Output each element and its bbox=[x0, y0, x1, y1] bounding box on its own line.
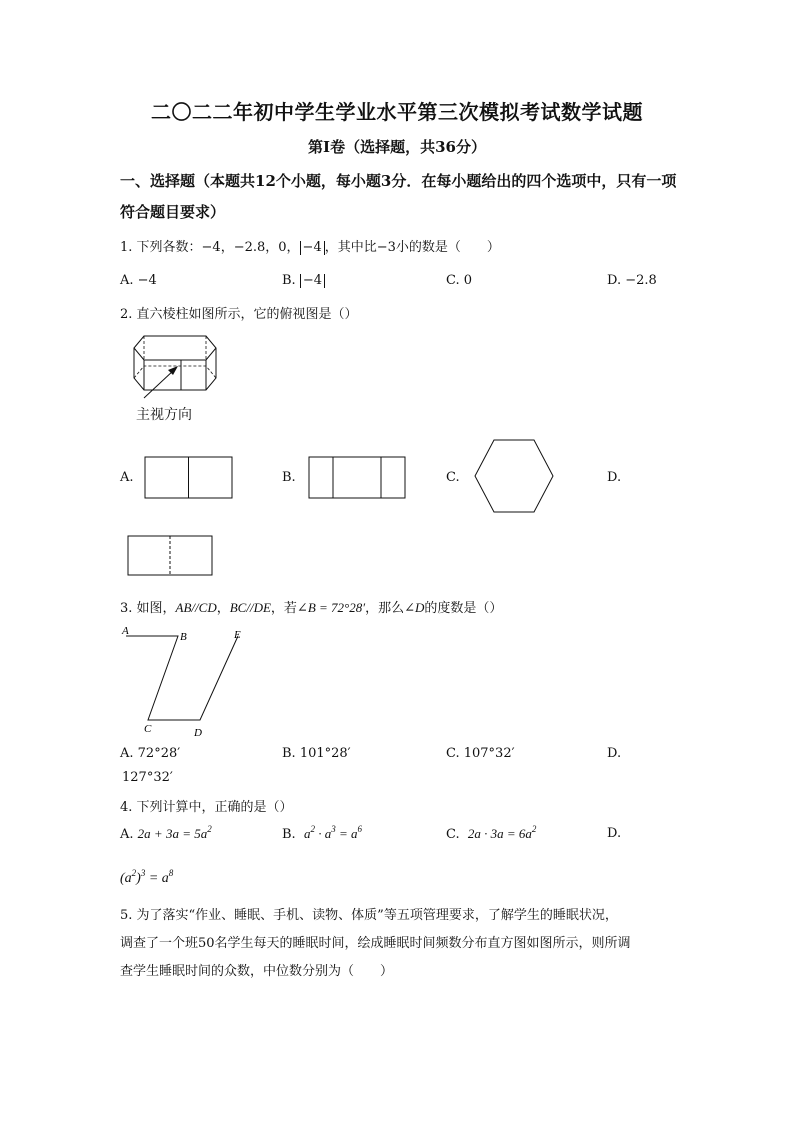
q2-option-c[interactable]: C. bbox=[446, 470, 460, 485]
q2-option-c-hexagon bbox=[472, 438, 556, 514]
q2-option-d[interactable]: D. bbox=[607, 470, 622, 485]
view-direction-arrow bbox=[140, 362, 190, 402]
point-e-label: E bbox=[234, 629, 241, 641]
section-heading: 一、选择题（本题共12个小题，每小题3分．在每小题给出的四个选项中，只有一项符合题目要求） bbox=[120, 172, 677, 221]
point-d-label: D bbox=[194, 727, 202, 739]
view-direction-caption: 主视方向 bbox=[136, 407, 192, 423]
question-5-line-2: 调查了一个班50名学生每天的睡眠时间，绘成睡眠时间频数分布直方图如图所示，则所调 bbox=[120, 936, 631, 951]
q4-option-d-expression: $(a^2)^3 = a^8$ bbox=[120, 868, 174, 886]
question-3-stem: 3. 如图，AB//CD，BC//DE，若∠B = 72°28′，那么∠D的度数是（） bbox=[120, 600, 503, 616]
q3-option-d-value: 127°32′ bbox=[122, 770, 173, 785]
q4-option-a[interactable]: A. $2a + 3a = 5a^2$ bbox=[120, 824, 212, 842]
q4-option-b[interactable]: B. $a^2 \cdot a^3 = a^6$ bbox=[282, 824, 362, 842]
q3-option-c[interactable]: C. 107°32′ bbox=[446, 746, 515, 761]
exam-title: 二〇二二年初中学生学业水平第三次模拟考试数学试题 bbox=[151, 100, 643, 124]
question-5-line-3: 查学生睡眠时间的众数，中位数分别为（ ） bbox=[120, 964, 394, 979]
point-a-label: A bbox=[122, 625, 129, 637]
q1-option-a[interactable]: A. −4 bbox=[120, 273, 157, 288]
point-c-label: C bbox=[144, 723, 152, 735]
question-5-line-1: 5. 为了落实“作业、睡眠、手机、读物、体质”等五项管理要求，了解学生的睡眠状况， bbox=[120, 908, 618, 923]
q3-option-b[interactable]: B. 101°28′ bbox=[282, 746, 351, 761]
point-b-label: B bbox=[180, 631, 187, 643]
abs-value: −4 bbox=[300, 241, 325, 255]
q1-option-c[interactable]: C. 0 bbox=[446, 273, 473, 288]
parallel-lines-figure bbox=[118, 620, 258, 742]
q2-option-b[interactable]: B. bbox=[282, 470, 296, 485]
q3-option-a[interactable]: A. 72°28′ bbox=[120, 746, 181, 761]
q1-option-d[interactable]: D. −2.8 bbox=[607, 273, 657, 288]
abs-value: −4 bbox=[300, 274, 325, 288]
q1-option-b[interactable]: B. −4 bbox=[282, 273, 325, 288]
question-4-stem: 4. 下列计算中，正确的是（） bbox=[120, 800, 293, 815]
question-2-stem: 2. 直六棱柱如图所示，它的俯视图是（） bbox=[120, 307, 358, 322]
q2-option-d-figure bbox=[127, 535, 215, 577]
part-subtitle: 第I卷（选择题，共36分） bbox=[308, 138, 486, 156]
q2-option-a[interactable]: A. bbox=[120, 470, 134, 485]
question-1-stem: 1. 下列各数：−4，−2.8，0， −4 ，其中比−3小的数是（ ） bbox=[120, 240, 500, 255]
q3-option-d[interactable]: D. bbox=[607, 746, 622, 761]
q4-option-d[interactable]: D. bbox=[607, 826, 622, 841]
q2-option-a-figure bbox=[144, 456, 236, 500]
q2-option-b-figure bbox=[308, 456, 408, 500]
q4-option-c[interactable]: C. $2a \cdot 3a = 6a^2$ bbox=[446, 824, 537, 842]
